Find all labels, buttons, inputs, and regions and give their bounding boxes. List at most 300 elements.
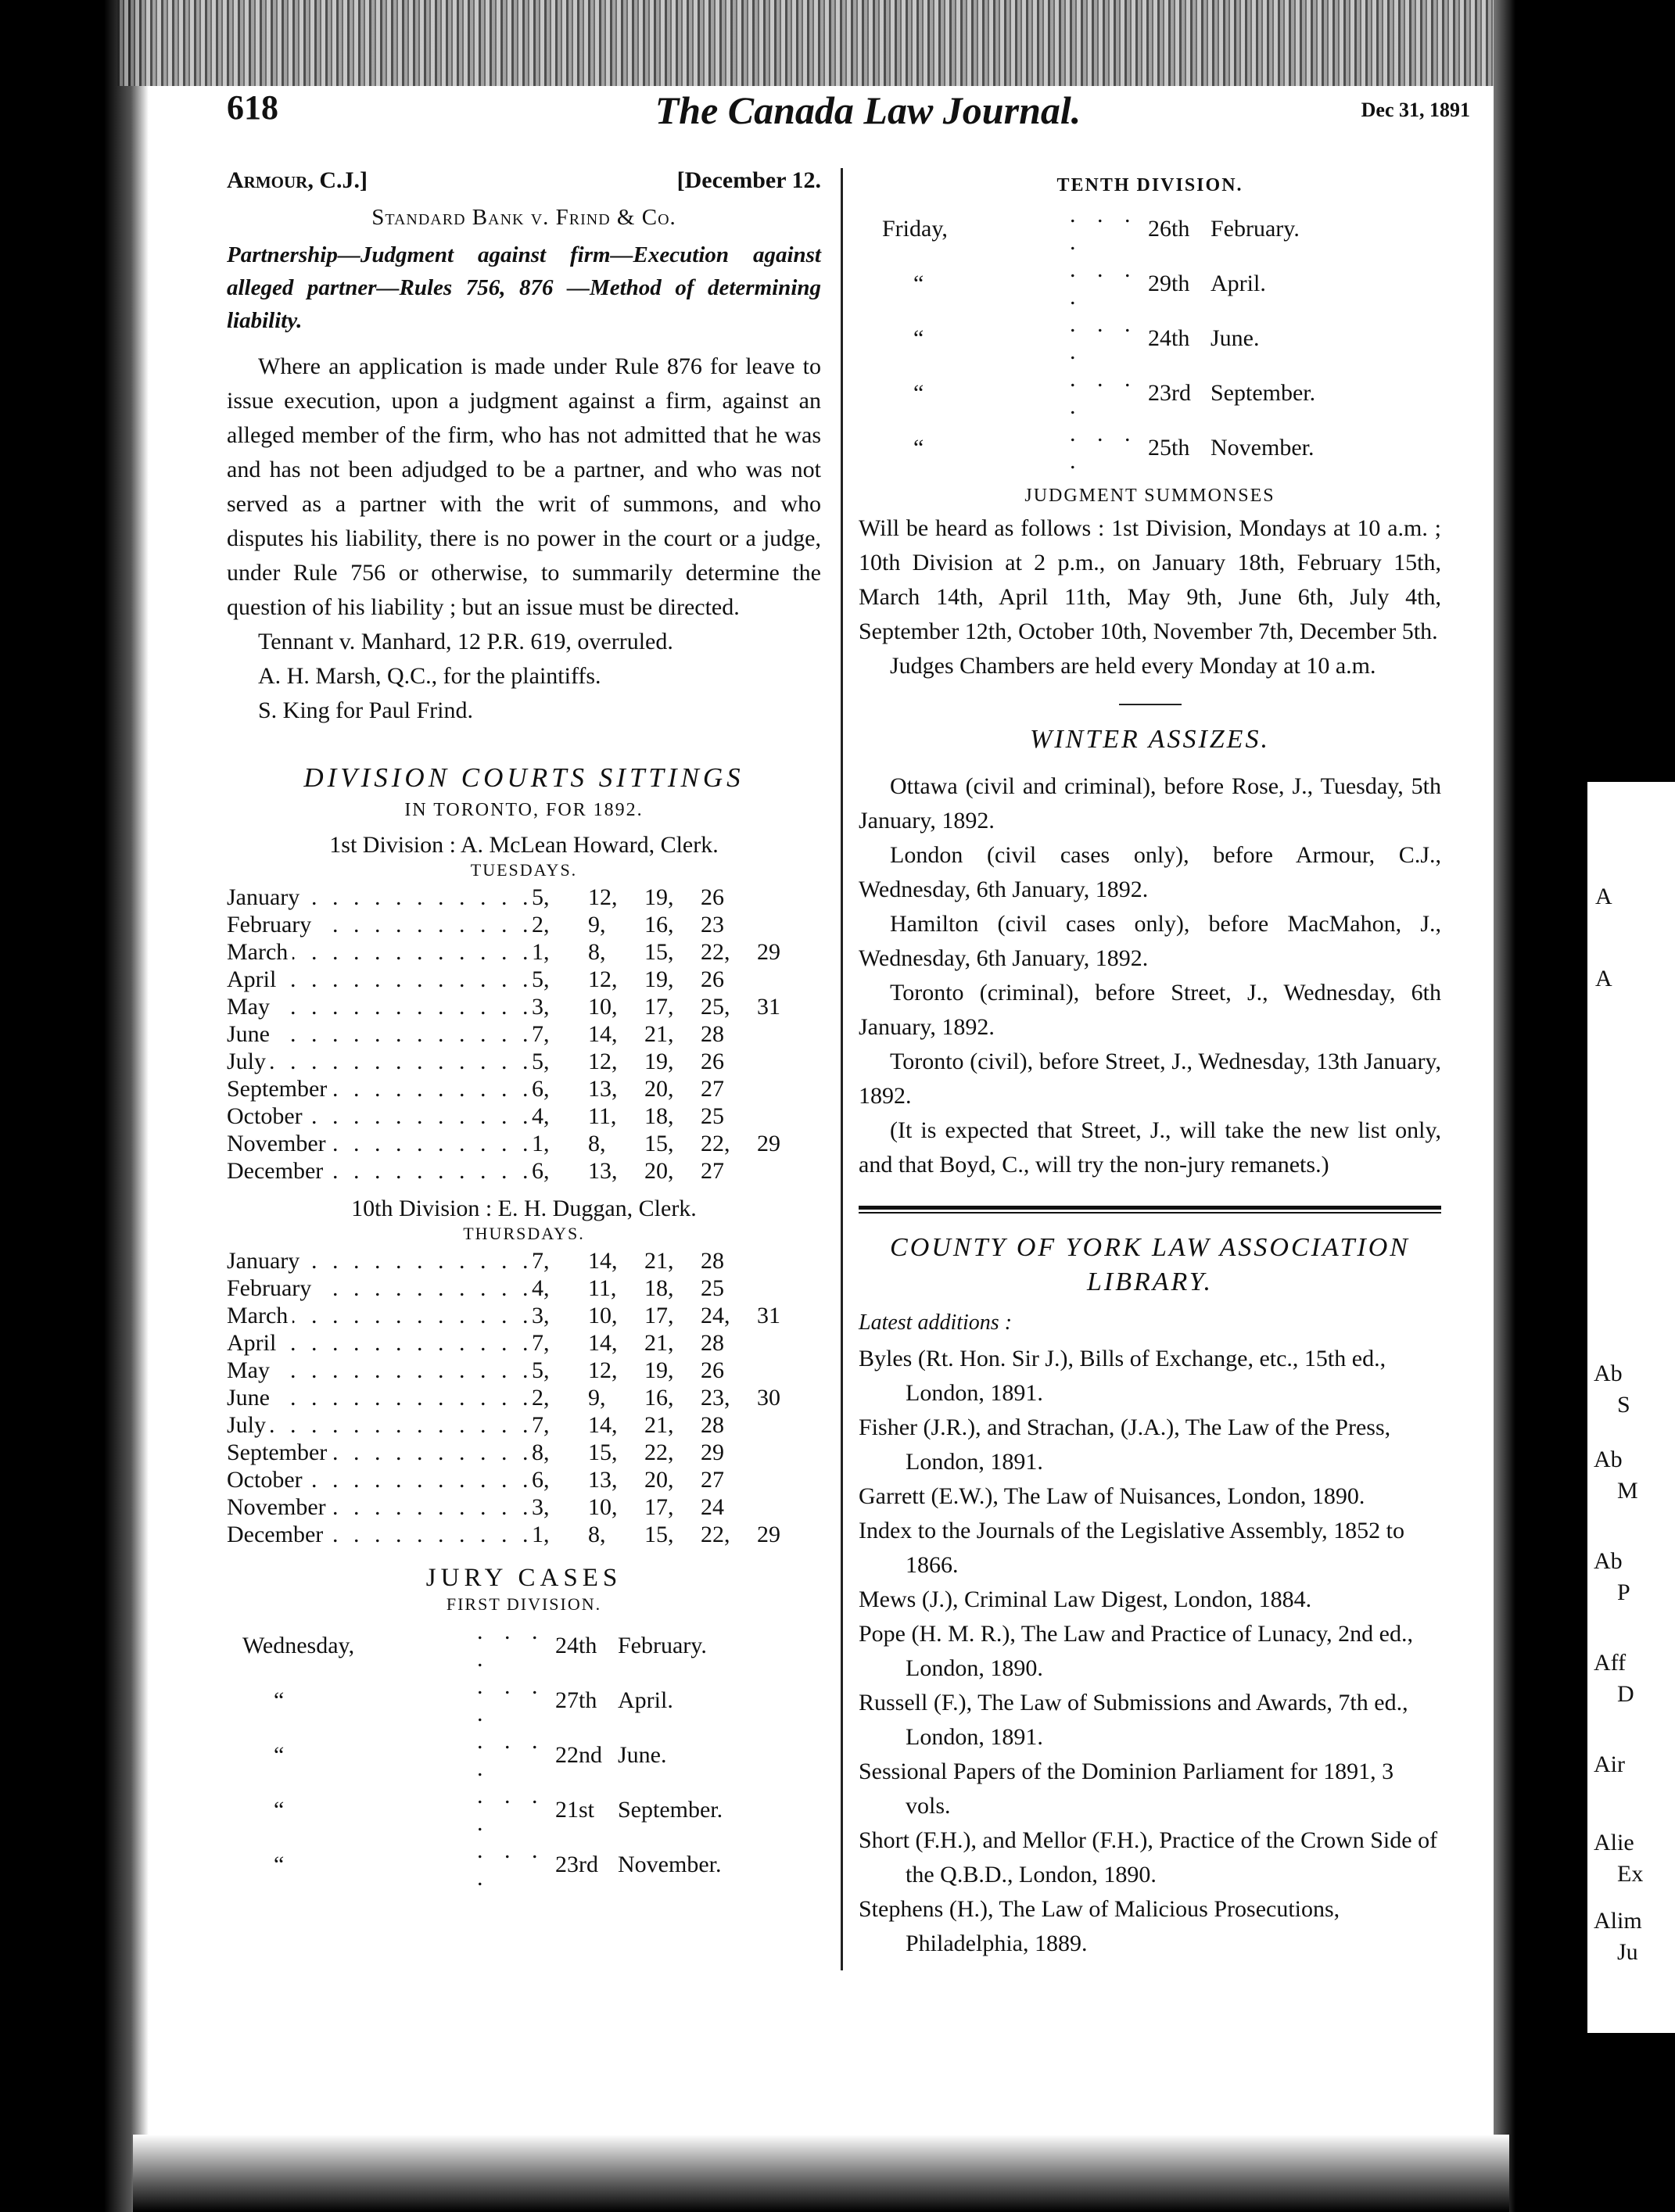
jury-leader-dots: . . . . bbox=[1070, 311, 1139, 364]
schedule-date: 26 bbox=[701, 966, 724, 992]
schedule-date: 5, bbox=[532, 884, 550, 910]
schedule-row bbox=[227, 911, 813, 938]
jury-first-division-dates bbox=[242, 1618, 723, 1891]
schedule-month-cell bbox=[227, 1102, 532, 1130]
case-headnote: Partnership—Judgment against firm—Execution against alleged partner—Rules 756, 876 —Method of determining liability. bbox=[227, 242, 821, 333]
schedule-month-cell bbox=[227, 1247, 532, 1274]
adjacent-page-fragment: P bbox=[1617, 1579, 1630, 1605]
schedule-row bbox=[227, 1274, 813, 1302]
adjacent-page-fragment: S bbox=[1617, 1392, 1630, 1418]
schedule-date: 30 bbox=[757, 1385, 780, 1411]
scan-border-bottom bbox=[133, 2135, 1509, 2212]
jury-leader-dots: . . . . bbox=[1070, 421, 1139, 474]
jury-leader-dots: . . . . bbox=[477, 1837, 546, 1891]
jury-date-row bbox=[242, 1837, 723, 1891]
case-date: [December 12. bbox=[676, 167, 821, 193]
assize-entry: Hamilton (civil cases only), before MacMahon, J., Wednesday, 6th January, 1892. bbox=[859, 911, 1441, 971]
schedule-date: 17, bbox=[644, 1303, 674, 1328]
jury-month: November. bbox=[1211, 434, 1315, 461]
jury-day: “ bbox=[274, 1796, 285, 1823]
schedule-date: 2, bbox=[532, 912, 550, 938]
schedule-month: November bbox=[227, 1494, 331, 1520]
schedule-date: 6, bbox=[532, 1467, 550, 1493]
case-name: Standard Bank v. Frind & Co. bbox=[371, 205, 676, 230]
schedule-row bbox=[227, 1075, 813, 1102]
schedule-date: 14, bbox=[588, 1021, 618, 1047]
schedule-date: 21, bbox=[644, 1330, 674, 1356]
jury-date: 23rd bbox=[1148, 379, 1191, 406]
schedule-row bbox=[227, 1048, 813, 1075]
schedule-month: January bbox=[227, 884, 304, 910]
jury-month: April. bbox=[1211, 270, 1266, 296]
schedule-date: 12, bbox=[588, 884, 618, 910]
tenth-division-heading: 10th Division : E. H. Duggan, Clerk. bbox=[351, 1196, 697, 1221]
schedule-month: May bbox=[227, 1357, 274, 1383]
schedule-date: 25 bbox=[701, 1275, 724, 1301]
jury-tenth-division-heading: TENTH DIVISION. bbox=[1056, 175, 1243, 195]
schedule-month: September bbox=[227, 1076, 332, 1102]
schedule-date bbox=[757, 1157, 813, 1185]
schedule-date: 14, bbox=[588, 1248, 618, 1274]
schedule-date: 26 bbox=[701, 1049, 724, 1074]
schedule-date: 10, bbox=[588, 1303, 618, 1328]
schedule-month-cell bbox=[227, 966, 532, 993]
case-body: Where an application is made under Rule 876 for leave to issue execution, upon a judgment against a firm, against an alleged member of the firm, who has not admitted that he was and has not been adjudged to be a partner, and who was not served as a partner with the writ of summons, and who disputes his liability, there is no power in the court or a judge, under Rule 756 or otherwise, to summarily determine the question of his liability ; but an issue must be directed. bbox=[227, 353, 821, 620]
schedule-date: 28 bbox=[701, 1412, 724, 1438]
jury-day: “ bbox=[913, 434, 924, 461]
schedule-date: 3, bbox=[532, 1303, 550, 1328]
schedule-date: 21, bbox=[644, 1021, 674, 1047]
library-entry: Mews (J.), Criminal Law Digest, London, 1884. bbox=[859, 1586, 1312, 1612]
schedule-date bbox=[757, 1075, 813, 1102]
schedule-month: December bbox=[227, 1158, 328, 1184]
jury-date: 25th bbox=[1148, 434, 1190, 461]
schedule-row bbox=[227, 993, 813, 1020]
schedule-month-cell bbox=[227, 911, 532, 938]
schedule-date: 7, bbox=[532, 1412, 550, 1438]
jury-month: February. bbox=[618, 1632, 707, 1658]
schedule-month-cell bbox=[227, 1157, 532, 1185]
schedule-date: 17, bbox=[644, 994, 674, 1020]
tenth-division-schedule bbox=[227, 1247, 813, 1548]
library-list bbox=[859, 1342, 1441, 1961]
division-courts-subtitle: IN TORONTO, FOR 1892. bbox=[404, 800, 644, 820]
schedule-row bbox=[227, 1020, 813, 1048]
schedule-date: 26 bbox=[701, 1357, 724, 1383]
schedule-date: 29 bbox=[757, 1131, 780, 1156]
page-number: 618 bbox=[227, 88, 278, 127]
jury-date-row bbox=[242, 1618, 723, 1672]
jury-leader-dots: . . . . bbox=[1070, 366, 1139, 419]
schedule-date: 26 bbox=[701, 884, 724, 910]
schedule-date: 19, bbox=[644, 1357, 674, 1383]
schedule-date: 20, bbox=[644, 1158, 674, 1184]
schedule-month-cell bbox=[227, 1302, 532, 1329]
schedule-date: 6, bbox=[532, 1158, 550, 1184]
adjacent-page-fragment: A bbox=[1595, 884, 1612, 909]
schedule-date bbox=[757, 911, 813, 938]
jury-date-row bbox=[882, 365, 1315, 420]
jury-leader-dots: . . . . bbox=[1070, 256, 1139, 310]
case-heading bbox=[227, 164, 821, 202]
schedule-date: 12, bbox=[588, 1049, 618, 1074]
schedule-date: 17, bbox=[644, 1494, 674, 1520]
schedule-date: 27 bbox=[701, 1467, 724, 1493]
schedule-date: 12, bbox=[588, 966, 618, 992]
schedule-date: 10, bbox=[588, 1494, 618, 1520]
schedule-month: April bbox=[227, 1330, 281, 1356]
jury-month: June. bbox=[618, 1741, 667, 1768]
jury-date: 29th bbox=[1148, 270, 1190, 296]
schedule-date: 22, bbox=[701, 939, 730, 965]
schedule-date: 5, bbox=[532, 966, 550, 992]
schedule-date bbox=[757, 1411, 813, 1439]
jury-leader-dots: . . . . bbox=[477, 1673, 546, 1726]
jury-date: 21st bbox=[555, 1796, 595, 1823]
schedule-month-cell bbox=[227, 1357, 532, 1384]
library-entry: Sessional Papers of the Dominion Parliament for 1891, 3 vols. bbox=[859, 1758, 1394, 1819]
jury-date: 27th bbox=[555, 1687, 597, 1713]
schedule-date bbox=[757, 1020, 813, 1048]
winter-assizes-title: WINTER ASSIZES. bbox=[1030, 725, 1270, 754]
jury-day: “ bbox=[913, 324, 924, 351]
schedule-row bbox=[227, 1130, 813, 1157]
jury-leader-dots: . . . . bbox=[477, 1783, 546, 1836]
schedule-date: 8, bbox=[588, 939, 606, 965]
library-entry: Byles (Rt. Hon. Sir J.), Bills of Exchange, etc., 15th ed., London, 1891. bbox=[859, 1346, 1386, 1406]
schedule-date: 16, bbox=[644, 912, 674, 938]
schedule-date: 8, bbox=[588, 1131, 606, 1156]
schedule-date: 19, bbox=[644, 1049, 674, 1074]
schedule-date: 24, bbox=[701, 1303, 730, 1328]
jury-date-row bbox=[882, 310, 1315, 365]
jury-month: September. bbox=[618, 1796, 723, 1823]
jury-day: “ bbox=[274, 1741, 285, 1768]
schedule-month-cell bbox=[227, 1493, 532, 1521]
schedule-date: 2, bbox=[532, 1385, 550, 1411]
schedule-date: 7, bbox=[532, 1021, 550, 1047]
schedule-date: 21, bbox=[644, 1412, 674, 1438]
schedule-row bbox=[227, 1411, 813, 1439]
schedule-date: 15, bbox=[588, 1439, 618, 1465]
schedule-date: 5, bbox=[532, 1049, 550, 1074]
schedule-month-cell bbox=[227, 1466, 532, 1493]
schedule-date: 15, bbox=[644, 939, 674, 965]
schedule-date bbox=[757, 884, 813, 911]
schedule-month-cell bbox=[227, 993, 532, 1020]
schedule-month-cell bbox=[227, 1521, 532, 1548]
schedule-date: 14, bbox=[588, 1330, 618, 1356]
schedule-date: 15, bbox=[644, 1522, 674, 1547]
schedule-date: 23, bbox=[701, 1385, 730, 1411]
schedule-date: 29 bbox=[701, 1439, 724, 1465]
schedule-date: 4, bbox=[532, 1103, 550, 1129]
jury-date-row bbox=[242, 1782, 723, 1837]
schedule-date: 1, bbox=[532, 1522, 550, 1547]
jury-leader-dots: . . . . bbox=[477, 1619, 546, 1672]
library-entry: Fisher (J.R.), and Strachan, (J.A.), The Law of the Press, London, 1891. bbox=[859, 1414, 1391, 1475]
schedule-date: 9, bbox=[588, 912, 606, 938]
schedule-date: 25, bbox=[701, 994, 730, 1020]
schedule-month: October bbox=[227, 1467, 307, 1493]
schedule-date: 19, bbox=[644, 966, 674, 992]
schedule-row bbox=[227, 1357, 813, 1384]
scan-border-left bbox=[0, 0, 149, 2212]
adjacent-page-fragment: Air bbox=[1594, 1751, 1625, 1777]
adjacent-page-strip bbox=[1587, 782, 1675, 2033]
jury-date-row bbox=[242, 1672, 723, 1727]
schedule-date: 1, bbox=[532, 1131, 550, 1156]
jury-date: 26th bbox=[1148, 215, 1190, 242]
schedule-date: 19, bbox=[644, 884, 674, 910]
first-division-day: TUESDAYS. bbox=[470, 860, 578, 880]
schedule-date: 8, bbox=[532, 1439, 550, 1465]
schedule-date: 31 bbox=[757, 1303, 780, 1328]
jury-month: November. bbox=[618, 1851, 722, 1877]
schedule-date: 22, bbox=[701, 1131, 730, 1156]
schedule-date: 18, bbox=[644, 1103, 674, 1129]
adjacent-page-fragment: Ab bbox=[1594, 1447, 1623, 1472]
jury-first-division-heading: FIRST DIVISION. bbox=[446, 1594, 602, 1614]
jury-date-row bbox=[882, 420, 1315, 475]
jury-date-row bbox=[242, 1727, 723, 1782]
first-division-schedule bbox=[227, 884, 813, 1185]
schedule-month-cell bbox=[227, 1020, 532, 1048]
jury-day: “ bbox=[913, 379, 924, 406]
judges-chambers-note: Judges Chambers are held every Monday at 10 a.m. bbox=[890, 653, 1376, 679]
case-judge: Armour, C.J.] bbox=[227, 167, 368, 193]
schedule-date: 1, bbox=[532, 939, 550, 965]
schedule-month: April bbox=[227, 966, 281, 992]
schedule-month-cell bbox=[227, 884, 532, 911]
schedule-month: October bbox=[227, 1103, 307, 1129]
jury-month: February. bbox=[1211, 215, 1300, 242]
schedule-month: February bbox=[227, 912, 316, 938]
schedule-row bbox=[227, 1157, 813, 1185]
adjacent-page-fragment: D bbox=[1617, 1681, 1634, 1707]
issue-date: Dec 31, 1891 bbox=[1361, 99, 1470, 121]
adjacent-page-fragment: Alie bbox=[1594, 1830, 1634, 1855]
adjacent-page-fragment: Alim bbox=[1594, 1908, 1642, 1934]
schedule-row bbox=[227, 1384, 813, 1411]
schedule-row bbox=[227, 966, 813, 993]
jury-tenth-division-dates bbox=[882, 201, 1315, 475]
assize-entry: Toronto (criminal), before Street, J., Wednesday, 6th January, 1892. bbox=[859, 980, 1441, 1040]
schedule-date: 11, bbox=[588, 1275, 617, 1301]
schedule-date: 5, bbox=[532, 1357, 550, 1383]
jury-day: “ bbox=[274, 1687, 285, 1713]
column-divider bbox=[841, 168, 843, 1970]
adjacent-page-fragment: Ab bbox=[1594, 1361, 1623, 1386]
schedule-month-cell bbox=[227, 1439, 532, 1466]
schedule-month: July bbox=[227, 1049, 271, 1074]
library-entry: Index to the Journals of the Legislative Assembly, 1852 to 1866. bbox=[859, 1518, 1404, 1578]
schedule-month-cell bbox=[227, 1130, 532, 1157]
schedule-date: 22, bbox=[644, 1439, 674, 1465]
schedule-date: 3, bbox=[532, 994, 550, 1020]
assize-entry: Ottawa (civil and criminal), before Rose, J., Tuesday, 5th January, 1892. bbox=[859, 773, 1441, 834]
schedule-date bbox=[757, 1329, 813, 1357]
adjacent-page-fragment: Aff bbox=[1594, 1650, 1627, 1676]
schedule-date: 21, bbox=[644, 1248, 674, 1274]
winter-assizes-list bbox=[859, 769, 1441, 1182]
schedule-row bbox=[227, 884, 813, 911]
division-courts-title: DIVISION COURTS SITTINGS bbox=[303, 762, 744, 793]
jury-cases-title: JURY CASES bbox=[425, 1564, 622, 1592]
schedule-date: 12, bbox=[588, 1357, 618, 1383]
schedule-date: 18, bbox=[644, 1275, 674, 1301]
schedule-date: 8, bbox=[588, 1522, 606, 1547]
schedule-date: 25 bbox=[701, 1103, 724, 1129]
schedule-date: 22, bbox=[701, 1522, 730, 1547]
schedule-row bbox=[227, 938, 813, 966]
schedule-month: March bbox=[227, 1303, 292, 1328]
right-column bbox=[859, 164, 1441, 1961]
double-rule bbox=[859, 1206, 1441, 1214]
schedule-date bbox=[757, 1466, 813, 1493]
schedule-date: 27 bbox=[701, 1158, 724, 1184]
schedule-date bbox=[757, 1048, 813, 1075]
schedule-month-cell bbox=[227, 1411, 532, 1439]
schedule-date: 28 bbox=[701, 1021, 724, 1047]
tenth-division-day: THURSDAYS. bbox=[463, 1224, 585, 1243]
case-citation: Tennant v. Manhard, 12 P.R. 619, overruled. bbox=[258, 629, 673, 654]
journal-title: The Canada Law Journal. bbox=[655, 88, 1081, 132]
scan-border-top bbox=[117, 0, 1525, 86]
schedule-date: 10, bbox=[588, 994, 618, 1020]
schedule-month: February bbox=[227, 1275, 316, 1301]
schedule-date: 14, bbox=[588, 1412, 618, 1438]
assize-entry: Toronto (civil), before Street, J., Wednesday, 13th January, 1892. bbox=[859, 1049, 1441, 1109]
schedule-month-cell bbox=[227, 1075, 532, 1102]
schedule-date: 7, bbox=[532, 1330, 550, 1356]
schedule-date: 28 bbox=[701, 1330, 724, 1356]
adjacent-page-fragment: Ju bbox=[1617, 1939, 1638, 1965]
schedule-date bbox=[757, 1493, 813, 1521]
jury-leader-dots: . . . . bbox=[477, 1728, 546, 1781]
schedule-row bbox=[227, 1329, 813, 1357]
schedule-month: December bbox=[227, 1522, 328, 1547]
schedule-date: 7, bbox=[532, 1248, 550, 1274]
schedule-row bbox=[227, 1102, 813, 1130]
schedule-date: 4, bbox=[532, 1275, 550, 1301]
counsel-defendant: S. King for Paul Frind. bbox=[258, 697, 474, 723]
schedule-date bbox=[757, 966, 813, 993]
adjacent-page-fragment: A bbox=[1595, 966, 1612, 991]
jury-date: 23rd bbox=[555, 1851, 598, 1877]
judgment-summonses-heading: JUDGMENT SUMMONSES bbox=[1024, 486, 1275, 506]
jury-month: September. bbox=[1211, 379, 1316, 406]
schedule-date: 3, bbox=[532, 1494, 550, 1520]
library-entry: Pope (H. M. R.), The Law and Practice of Lunacy, 2nd ed., London, 1890. bbox=[859, 1621, 1413, 1681]
schedule-row bbox=[227, 1493, 813, 1521]
schedule-date: 11, bbox=[588, 1103, 617, 1129]
adjacent-page-fragment: M bbox=[1617, 1478, 1638, 1504]
schedule-month-cell bbox=[227, 1329, 532, 1357]
schedule-date: 13, bbox=[588, 1076, 618, 1102]
schedule-month-cell bbox=[227, 1274, 532, 1302]
schedule-date: 20, bbox=[644, 1076, 674, 1102]
counsel-plaintiffs: A. H. Marsh, Q.C., for the plaintiffs. bbox=[258, 663, 601, 689]
adjacent-page-fragment: Ab bbox=[1594, 1548, 1623, 1574]
schedule-row bbox=[227, 1439, 813, 1466]
schedule-row bbox=[227, 1302, 813, 1329]
schedule-date: 23 bbox=[701, 912, 724, 938]
schedule-month: May bbox=[227, 994, 274, 1020]
schedule-month-cell bbox=[227, 938, 532, 966]
library-latest-label: Latest additions : bbox=[859, 1310, 1013, 1335]
library-entry: Garrett (E.W.), The Law of Nuisances, London, 1890. bbox=[859, 1483, 1365, 1509]
schedule-date: 29 bbox=[757, 939, 780, 965]
jury-month: April. bbox=[618, 1687, 673, 1713]
schedule-month: November bbox=[227, 1131, 331, 1156]
schedule-month: July bbox=[227, 1412, 271, 1438]
schedule-row bbox=[227, 1247, 813, 1274]
schedule-date bbox=[757, 1274, 813, 1302]
schedule-date: 27 bbox=[701, 1076, 724, 1102]
library-title: COUNTY OF YORK LAW ASSOCIATION LIBRARY. bbox=[890, 1233, 1410, 1296]
schedule-date bbox=[757, 1439, 813, 1466]
jury-date: 22nd bbox=[555, 1741, 602, 1768]
schedule-date: 20, bbox=[644, 1467, 674, 1493]
schedule-date: 9, bbox=[588, 1385, 606, 1411]
section-separator bbox=[1119, 704, 1182, 705]
schedule-month: March bbox=[227, 939, 292, 965]
jury-day: Wednesday, bbox=[242, 1632, 355, 1658]
jury-day: Friday, bbox=[882, 215, 948, 242]
schedule-month: January bbox=[227, 1248, 304, 1274]
schedule-date: 6, bbox=[532, 1076, 550, 1102]
jury-date: 24th bbox=[555, 1632, 597, 1658]
library-entry: Stephens (H.), The Law of Malicious Prosecutions, Philadelphia, 1889. bbox=[859, 1896, 1340, 1956]
schedule-date bbox=[757, 1357, 813, 1384]
schedule-month: June bbox=[227, 1385, 274, 1411]
left-column bbox=[227, 164, 821, 1891]
schedule-date: 24 bbox=[701, 1494, 724, 1520]
schedule-date: 13, bbox=[588, 1158, 618, 1184]
library-entry: Russell (F.), The Law of Submissions and Awards, 7th ed., London, 1891. bbox=[859, 1690, 1408, 1750]
first-division-heading: 1st Division : A. McLean Howard, Clerk. bbox=[329, 832, 719, 858]
schedule-row bbox=[227, 1466, 813, 1493]
schedule-month-cell bbox=[227, 1048, 532, 1075]
schedule-row bbox=[227, 1521, 813, 1548]
schedule-date bbox=[757, 1247, 813, 1274]
jury-day: “ bbox=[913, 270, 924, 296]
jury-date-row bbox=[882, 201, 1315, 256]
schedule-month-cell bbox=[227, 1384, 532, 1411]
assize-entry: London (civil cases only), before Armour, C.J., Wednesday, 6th January, 1892. bbox=[859, 842, 1441, 902]
jury-date-row bbox=[882, 256, 1315, 310]
schedule-date: 31 bbox=[757, 994, 780, 1020]
schedule-date: 16, bbox=[644, 1385, 674, 1411]
schedule-month: June bbox=[227, 1021, 274, 1047]
schedule-date: 15, bbox=[644, 1131, 674, 1156]
jury-leader-dots: . . . . bbox=[1070, 202, 1139, 255]
schedule-month: September bbox=[227, 1439, 332, 1465]
judgment-summonses-text: Will be heard as follows : 1st Division, Mondays at 10 a.m. ; 10th Division at 2 p.m., on January 18th, February 15th, March 14th, April 11th, May 9th, June 6th, July 4th, September 12th, October 10th, November 7th, December 5th. bbox=[859, 515, 1441, 644]
assize-entry: (It is expected that Street, J., will take the new list only, and that Boyd, C., will try the non-jury remanets.) bbox=[859, 1117, 1441, 1178]
jury-month: June. bbox=[1211, 324, 1260, 351]
schedule-date: 28 bbox=[701, 1248, 724, 1274]
jury-day: “ bbox=[274, 1851, 285, 1877]
library-entry: Short (F.H.), and Mellor (F.H.), Practice of the Crown Side of the Q.B.D., London, 1890. bbox=[859, 1827, 1438, 1888]
schedule-date: 29 bbox=[757, 1522, 780, 1547]
schedule-date bbox=[757, 1102, 813, 1130]
jury-date: 24th bbox=[1148, 324, 1190, 351]
adjacent-page-fragment: Ex bbox=[1617, 1861, 1644, 1887]
page-header bbox=[227, 88, 1470, 134]
schedule-date: 13, bbox=[588, 1467, 618, 1493]
